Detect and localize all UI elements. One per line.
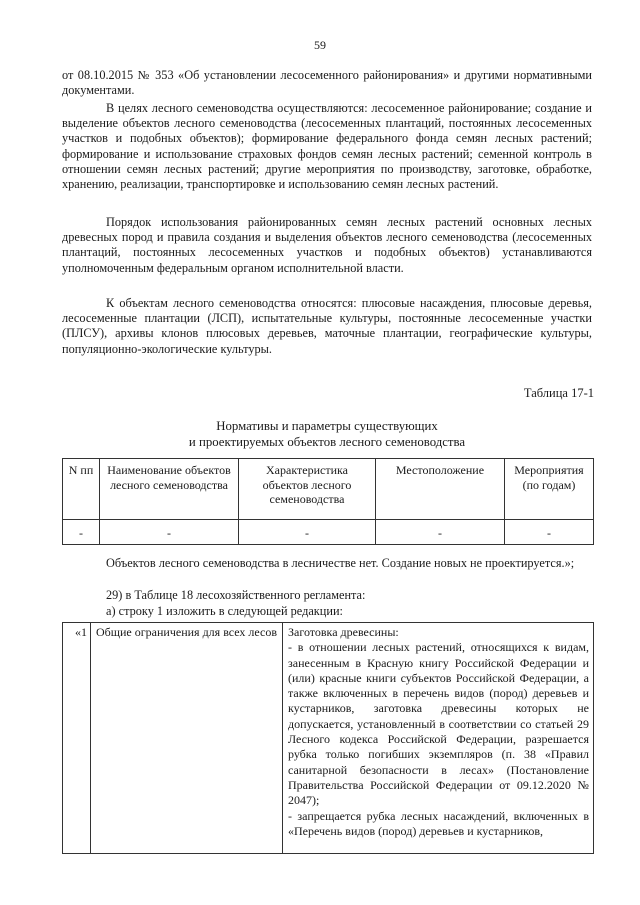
after-table-paragraph: Объектов лесного семеноводства в лесничестве нет. Создание новых не проектируется.»; [106, 556, 575, 570]
description-item: - в отношении лесных растений, относящихся к видам, занесенным в Красную книгу Российской Федерации и (или) красные книги субъектов Российской Федерации, а также включенных в перечень видов (пород) деревьев и кустарников, заготовка древесины которых не допускается, установленный в соответствии со статьей 29 Лесного кодекса Российской Федерации, разрешается рубка только погибших экземпляров (п. 38 «Правил санитарной безопасности в лесах» (Постановление Правительства Российской Федерации от 09.12.2020 № 2047); [288, 640, 589, 808]
row-number-cell: «1 [63, 623, 91, 854]
table-title-line-1: Нормативы и параметры существующих [216, 419, 438, 433]
description-item: - запрещается рубка лесных насаждений, включенных в «Перечень видов (пород) деревьев и кустарников, [288, 808, 589, 838]
header-cell-measures: Мероприятия (по годам) [505, 459, 594, 520]
paragraph-seed-objects: К объектам лесного семеноводства относятся: плюсовые насаждения, плюсовые деревья, лесосеменные плантации (ЛСП), испытательные культуры, постоянные лесосеменные участки (ПЛСУ), архивы клонов плюсовых деревьев, маточные плантации, географические культуры, популяционно-экологические культуры. [62, 296, 592, 356]
header-cell-number: N пп [63, 459, 100, 520]
table-cell: - [239, 520, 376, 545]
table-title [62, 418, 592, 450]
seed-objects-table [62, 458, 594, 545]
table-header-row [63, 459, 594, 520]
paragraph-seed-activities: В целях лесного семеноводства осуществляются: лесосеменное районирование; создание и выделение объектов лесного семеноводства (лесосеменных плантаций, постоянных лесосеменных участков и подобных объектов); формирование федерального фонда семян лесных растений; формирование и использование страховых фондов семян лесных растений; семенной контроль в отношении семян лесных растений; другие мероприятия по производству, заготовке, обработке, хранению, реализации, транспортировке и использованию семян лесных растений. [62, 101, 592, 192]
paragraph-seed-procedure: Порядок использования районированных семян лесных растений основных лесных древесных пород и правила создания и выделения объектов лесного семеноводства (лесосеменных плантаций, постоянных лесосеменных участков и подобных объектов) устанавливаются уполномоченным федеральным органом исполнительной власти. [62, 215, 592, 275]
table-cell: - [376, 520, 505, 545]
intro-text: от 08.10.2015 № 353 «Об установлении лесосеменного районирования» и другими нормативными документами. [62, 68, 592, 98]
header-cell-characteristic: Характеристика объектов лесного семеноводства [239, 459, 376, 520]
row-description-cell [283, 623, 594, 854]
description-heading: Заготовка древесины: [288, 625, 399, 639]
table-row [63, 623, 594, 854]
table-title-line-2: и проектируемых объектов лесного семеноводства [188, 435, 466, 449]
table-row [63, 520, 594, 545]
table-label: Таблица 17-1 [523, 386, 594, 400]
table-cell: - [100, 520, 239, 545]
header-cell-name: Наименование объектов лесного семеноводства [100, 459, 239, 520]
amendment-line: 29) в Таблице 18 лесохозяйственного регламента: [106, 588, 366, 602]
table-cell: - [505, 520, 594, 545]
row-object-cell: Общие ограничения для всех лесов [91, 623, 283, 854]
amendment-sub: а) строку 1 изложить в следующей редакции: [106, 604, 343, 618]
table-cell: - [63, 520, 100, 545]
header-cell-location: Местоположение [376, 459, 505, 520]
page-number: 59 [314, 38, 326, 52]
regulation-table [62, 622, 594, 854]
